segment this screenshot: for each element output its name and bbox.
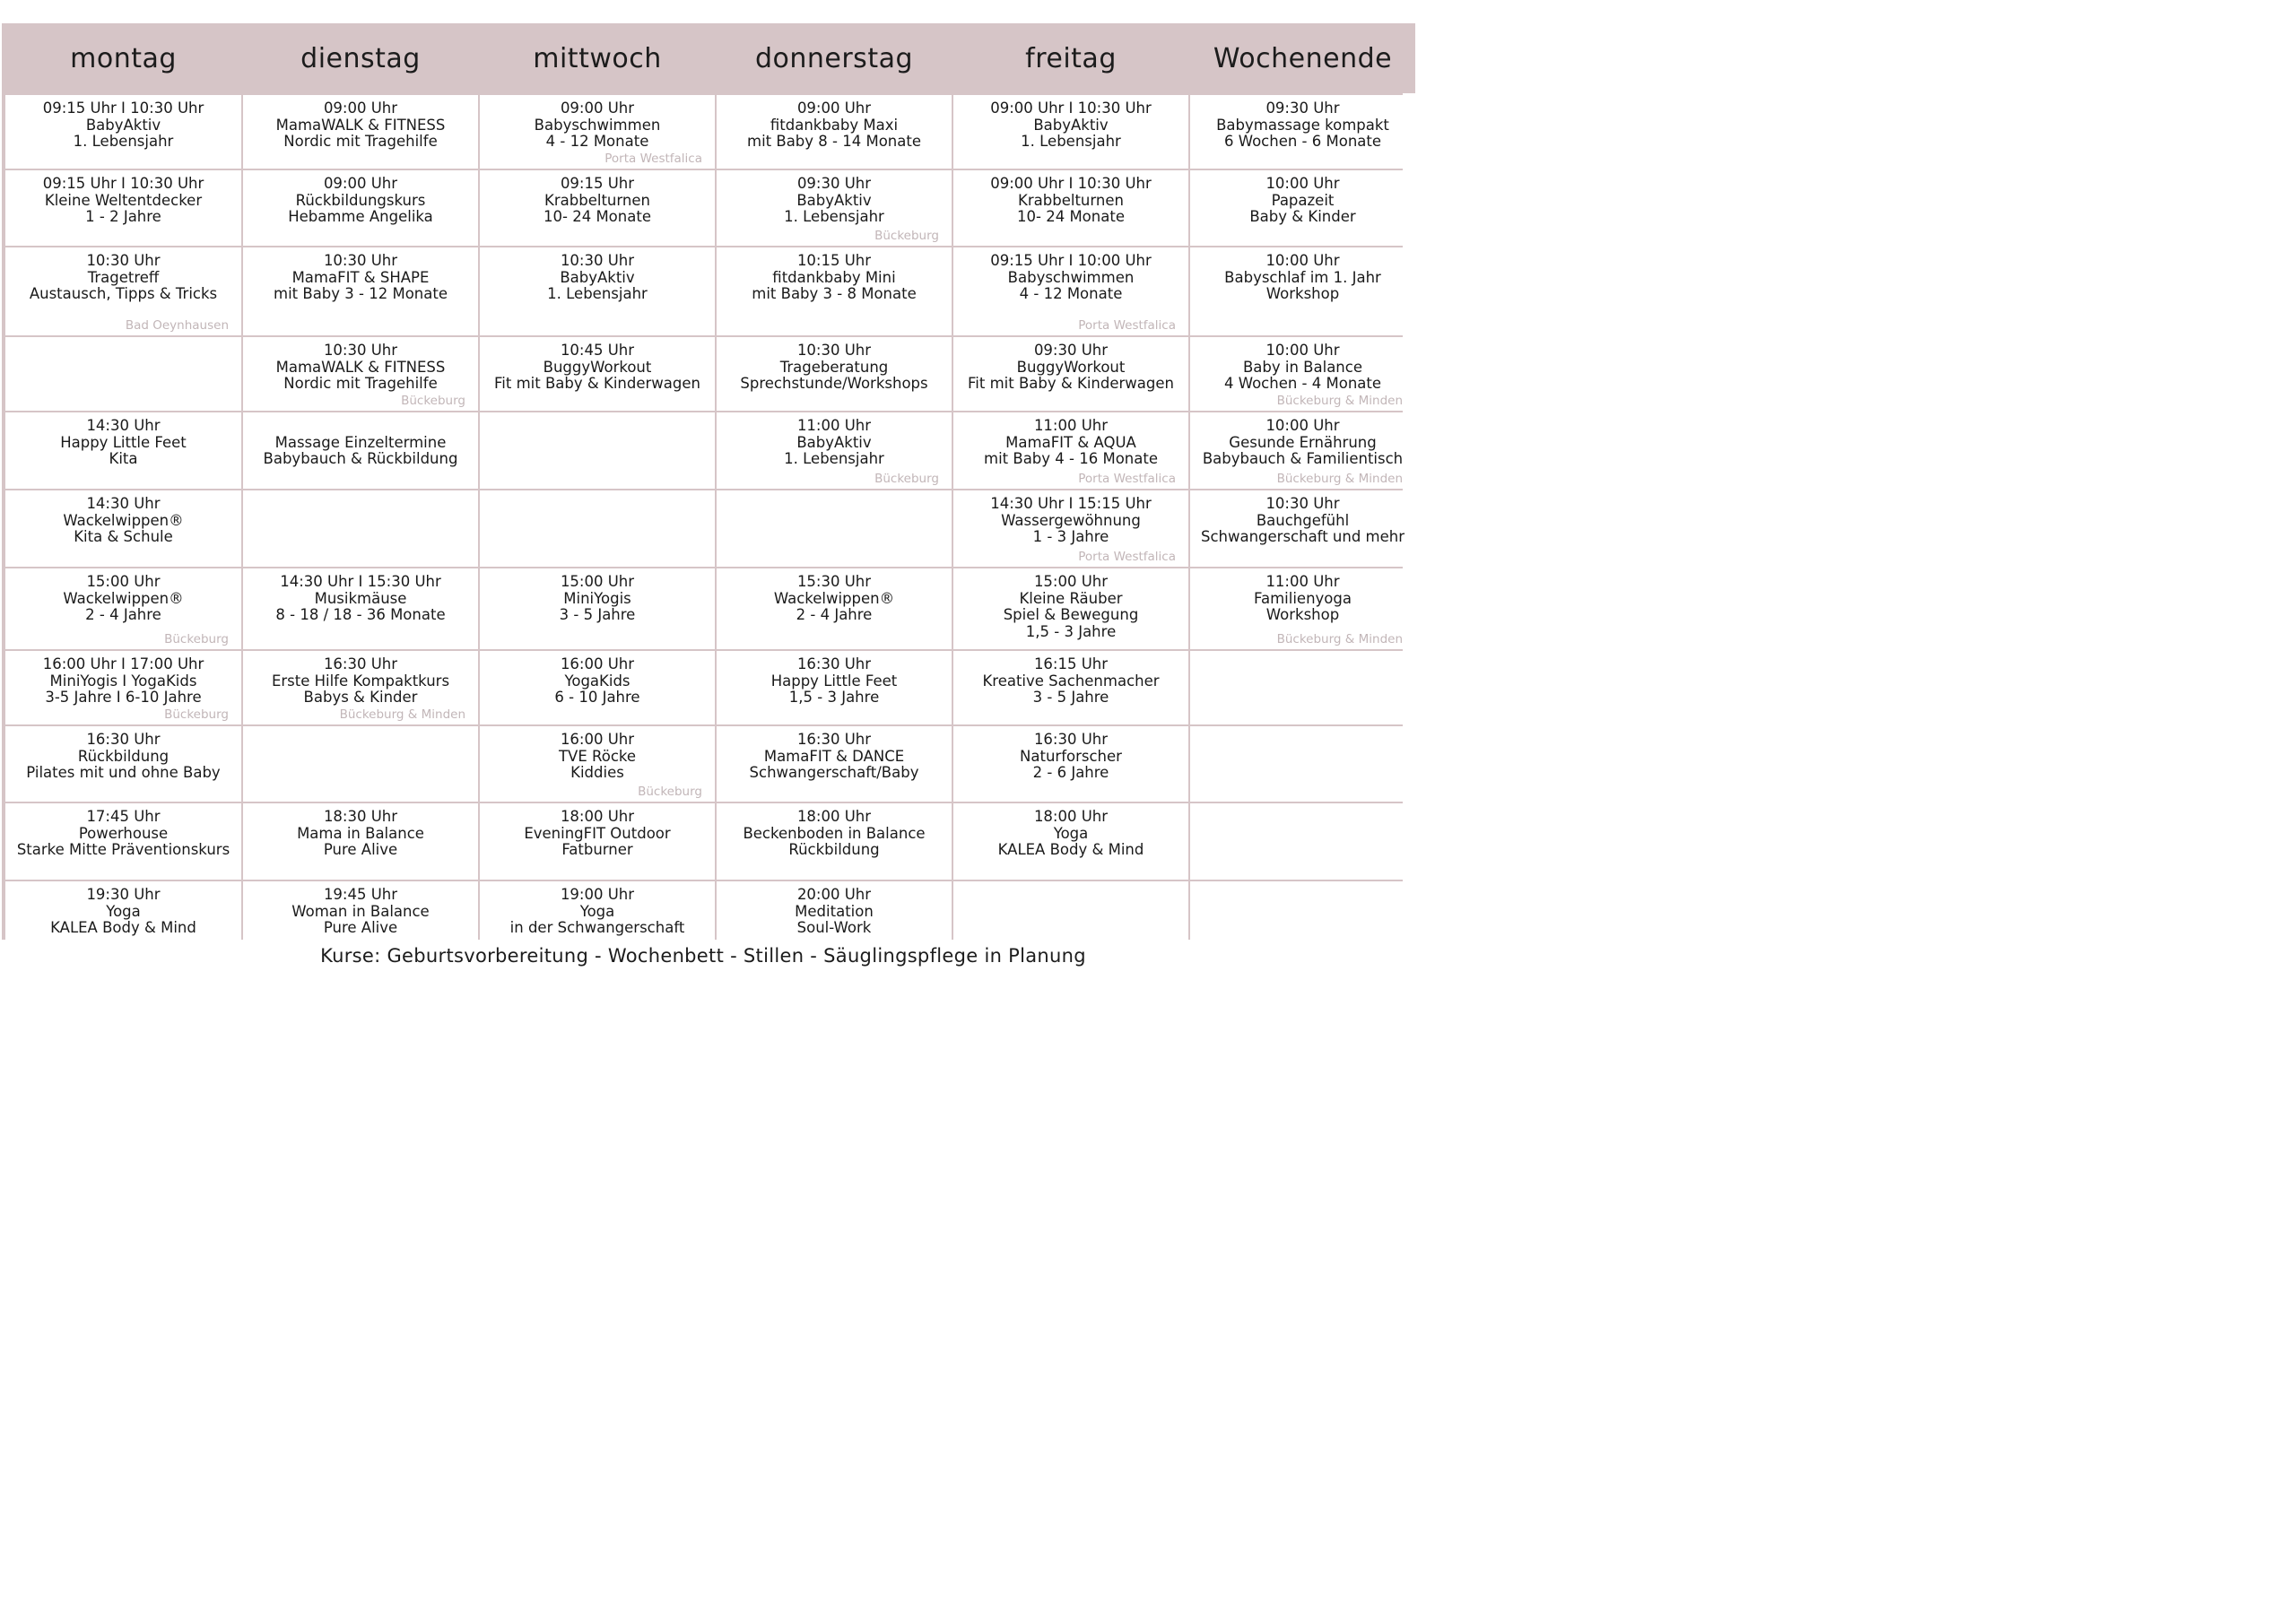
- course-line: MamaFIT & SHAPE: [291, 268, 430, 286]
- course-time: 16:30 Uhr: [1033, 731, 1109, 748]
- course-line: 4 - 12 Monate: [1019, 285, 1123, 303]
- course-line: KALEA Body & Mind: [997, 841, 1144, 859]
- course-time: 19:30 Uhr: [86, 886, 161, 903]
- course-cell: [717, 568, 952, 649]
- course-line: mit Baby 8 - 14 Monate: [747, 133, 921, 151]
- course-cell: [480, 726, 715, 802]
- course-line: 4 Wochen - 4 Monate: [1223, 375, 1382, 393]
- course-line: mit Baby 3 - 8 Monate: [752, 285, 917, 303]
- course-cell: [243, 651, 478, 724]
- course-line: Baby in Balance: [1242, 358, 1362, 376]
- course-line: Naturforscher: [1020, 747, 1122, 765]
- course-time: 17:45 Uhr: [86, 808, 161, 825]
- course-time: 15:00 Uhr: [1033, 573, 1109, 590]
- course-time: 10:15 Uhr: [796, 252, 872, 269]
- course-time: 09:00 Uhr I 10:30 Uhr: [990, 175, 1152, 192]
- course-cell: [717, 95, 952, 169]
- course-time: 11:00 Uhr: [1265, 573, 1340, 590]
- schedule-grid: [2, 23, 1403, 940]
- course-line: MamaWALK & FITNESS: [275, 116, 446, 134]
- course-cell: [717, 412, 952, 489]
- course-line: Woman in Balance: [291, 902, 430, 920]
- course-line: Tragetreff: [87, 268, 160, 286]
- course-cell: [717, 247, 952, 335]
- location-label: Bückeburg: [638, 785, 702, 800]
- course-time: 10:30 Uhr: [1265, 495, 1340, 512]
- course-line: Austausch, Tipps & Tricks: [29, 285, 218, 303]
- location-label: Porta Westfalica: [1078, 472, 1176, 487]
- course-line: fitdankbaby Mini: [772, 268, 896, 286]
- course-line: BabyAktiv: [796, 433, 872, 451]
- course-time: 20:00 Uhr: [796, 886, 872, 903]
- course-cell: [480, 337, 715, 411]
- course-time: 09:30 Uhr: [1265, 100, 1340, 117]
- course-line: Pure Alive: [323, 841, 398, 859]
- course-line: Bauchgefühl: [1256, 511, 1350, 529]
- course-time: 09:00 Uhr: [323, 100, 398, 117]
- course-line: MiniYogis I YogaKids: [49, 672, 197, 690]
- course-time: 15:00 Uhr: [86, 573, 161, 590]
- course-cell: [1190, 337, 1415, 411]
- course-line: 3 - 5 Jahre: [559, 606, 636, 624]
- course-time: 16:00 Uhr I 17:00 Uhr: [42, 655, 204, 672]
- course-time: 10:30 Uhr: [796, 342, 872, 359]
- course-line: Rückbildung: [788, 841, 880, 859]
- course-line: in der Schwangerschaft: [509, 919, 685, 937]
- course-line: BabyAktiv: [85, 116, 161, 134]
- course-line: 8 - 18 / 18 - 36 Monate: [275, 606, 446, 624]
- course-cell: [480, 170, 715, 246]
- course-line: BabyAktiv: [560, 268, 635, 286]
- course-cell: [953, 170, 1188, 246]
- course-cell: [5, 170, 241, 246]
- course-cell: [243, 337, 478, 411]
- course-time: 15:30 Uhr: [796, 573, 872, 590]
- course-line: fitdankbaby Maxi: [770, 116, 899, 134]
- course-time: 10:00 Uhr: [1265, 252, 1340, 269]
- course-cell: [953, 337, 1188, 411]
- course-time: 16:00 Uhr: [560, 655, 635, 672]
- course-line: Schwangerschaft/Baby: [749, 764, 919, 782]
- course-line: Hebamme Angelika: [288, 208, 433, 226]
- course-line: Happy Little Feet: [60, 433, 187, 451]
- course-time: 18:30 Uhr: [323, 808, 398, 825]
- course-cell: [717, 651, 952, 724]
- course-cell: [1190, 490, 1415, 567]
- course-line: Mama in Balance: [297, 824, 424, 842]
- course-cell: [953, 651, 1188, 724]
- course-line: Wackelwippen®: [63, 511, 184, 529]
- course-line: 1. Lebensjahr: [1021, 133, 1121, 151]
- day-header: montag: [5, 23, 241, 93]
- course-cell: [5, 412, 241, 489]
- empty-cell: [1190, 726, 1415, 802]
- course-line: MamaWALK & FITNESS: [275, 358, 446, 376]
- course-line: Kiddies: [570, 764, 624, 782]
- day-header: donnerstag: [717, 23, 952, 93]
- course-time: 16:00 Uhr: [560, 731, 635, 748]
- course-line: Musikmäuse: [314, 589, 407, 607]
- course-line: Trageberatung: [779, 358, 889, 376]
- course-line: Nordic mit Tragehilfe: [283, 133, 438, 151]
- course-time: 10:30 Uhr: [323, 342, 398, 359]
- course-line: Babybauch & Familientisch: [1202, 450, 1404, 468]
- course-line: 1. Lebensjahr: [547, 285, 648, 303]
- course-time: 09:00 Uhr: [560, 100, 635, 117]
- course-line: Happy Little Feet: [770, 672, 898, 690]
- course-cell: [5, 95, 241, 169]
- course-line: Krabbelturnen: [544, 191, 650, 209]
- course-time: 16:30 Uhr: [323, 655, 398, 672]
- course-line: 10- 24 Monate: [1017, 208, 1125, 226]
- empty-cell: [480, 412, 715, 489]
- course-line: 1,5 - 3 Jahre: [788, 689, 880, 707]
- course-line: Yoga: [106, 902, 141, 920]
- course-line: 4 - 12 Monate: [545, 133, 649, 151]
- course-line: Babyschlaf im 1. Jahr: [1224, 268, 1381, 286]
- empty-cell: [480, 490, 715, 567]
- course-cell: [953, 803, 1188, 880]
- course-cell: [953, 726, 1188, 802]
- course-time: 14:30 Uhr: [86, 417, 161, 434]
- course-line: Pilates mit und ohne Baby: [26, 764, 221, 782]
- location-label: Porta Westfalica: [1078, 550, 1176, 565]
- empty-cell: [1190, 651, 1415, 724]
- location-label: Porta Westfalica: [604, 152, 702, 167]
- course-line: Soul-Work: [796, 919, 872, 937]
- course-time: 10:00 Uhr: [1265, 417, 1340, 434]
- course-cell: [243, 170, 478, 246]
- course-time: 11:00 Uhr: [1033, 417, 1109, 434]
- course-line: Massage Einzeltermine: [274, 433, 447, 451]
- course-cell: [243, 568, 478, 649]
- courses-footer: Kurse: Geburtsvorbereitung - Wochenbett - Stillen - Säuglingspflege in Planung: [320, 945, 1086, 967]
- course-line: 1. Lebensjahr: [784, 208, 884, 226]
- course-cell: [5, 490, 241, 567]
- course-cell: [953, 490, 1188, 567]
- course-line: Powerhouse: [78, 824, 169, 842]
- course-line: mit Baby 4 - 16 Monate: [984, 450, 1158, 468]
- course-line: 2 - 4 Jahre: [85, 606, 161, 624]
- course-cell: [480, 568, 715, 649]
- course-time: 10:30 Uhr: [86, 252, 161, 269]
- course-line: Babybauch & Rückbildung: [263, 450, 458, 468]
- course-line: Fit mit Baby & Kinderwagen: [494, 375, 700, 393]
- course-cell: [953, 568, 1188, 649]
- empty-cell: [1190, 803, 1415, 880]
- course-line: Pure Alive: [323, 919, 398, 937]
- empty-cell: [243, 490, 478, 567]
- course-time: 09:15 Uhr I 10:30 Uhr: [42, 175, 204, 192]
- course-time: 14:30 Uhr: [86, 495, 161, 512]
- course-time: 14:30 Uhr I 15:30 Uhr: [280, 573, 441, 590]
- course-line: MiniYogis: [563, 589, 631, 607]
- course-line: Krabbelturnen: [1018, 191, 1124, 209]
- course-cell: [953, 247, 1188, 335]
- course-line: BuggyWorkout: [543, 358, 652, 376]
- course-line: Yoga: [1053, 824, 1089, 842]
- day-header: mittwoch: [480, 23, 715, 93]
- course-time: [243, 418, 478, 435]
- course-cell: [717, 170, 952, 246]
- course-time: 09:00 Uhr: [323, 175, 398, 192]
- course-line: Baby & Kinder: [1249, 208, 1356, 226]
- course-line: Schwangerschaft und mehr: [1200, 528, 1405, 546]
- empty-cell: [953, 881, 1188, 954]
- course-line: Kleine Räuber: [1019, 589, 1123, 607]
- course-time: 16:30 Uhr: [796, 655, 872, 672]
- location-label: Bückeburg: [401, 394, 465, 409]
- course-line: Yoga: [579, 902, 615, 920]
- course-cell: [243, 95, 478, 169]
- course-line: 1 - 3 Jahre: [1032, 528, 1109, 546]
- course-line: Kreative Sachenmacher: [982, 672, 1160, 690]
- schedule-frame: [2, 23, 1403, 940]
- location-label: Bückeburg: [874, 229, 939, 244]
- course-cell: [953, 412, 1188, 489]
- day-header: freitag: [953, 23, 1188, 93]
- course-line: Workshop: [1265, 285, 1340, 303]
- course-line: MamaFIT & DANCE: [763, 747, 905, 765]
- course-line: KALEA Body & Mind: [50, 919, 196, 937]
- course-cell: [953, 95, 1188, 169]
- location-label: Bad Oeynhausen: [125, 318, 229, 334]
- course-cell: [5, 568, 241, 649]
- course-line: 1. Lebensjahr: [784, 450, 884, 468]
- course-line: Babyschwimmen: [1007, 268, 1135, 286]
- course-time: 18:00 Uhr: [796, 808, 872, 825]
- course-line: BabyAktiv: [796, 191, 872, 209]
- course-line: 1 - 2 Jahre: [85, 208, 161, 226]
- course-time: 10:45 Uhr: [560, 342, 635, 359]
- course-line: Nordic mit Tragehilfe: [283, 375, 438, 393]
- location-label: Bückeburg & Minden: [1276, 394, 1403, 409]
- course-time: 15:00 Uhr: [560, 573, 635, 590]
- course-line: 3-5 Jahre I 6-10 Jahre: [45, 689, 202, 707]
- course-line: 1,5 - 3 Jahre: [1025, 622, 1117, 640]
- course-line: Workshop: [1265, 606, 1340, 624]
- course-cell: [1190, 170, 1415, 246]
- course-line: BabyAktiv: [1033, 116, 1109, 134]
- day-header: dienstag: [243, 23, 478, 93]
- course-line: MamaFIT & AQUA: [1005, 433, 1136, 451]
- location-label: Bückeburg: [164, 707, 229, 723]
- course-line: Sprechstunde/Workshops: [740, 375, 928, 393]
- course-cell: [717, 337, 952, 411]
- location-label: Bückeburg: [874, 472, 939, 487]
- location-label: Bückeburg & Minden: [1276, 632, 1403, 647]
- course-time: 10:00 Uhr: [1265, 175, 1340, 192]
- course-line: Familienyoga: [1254, 589, 1352, 607]
- location-label: Bückeburg & Minden: [339, 707, 465, 723]
- course-time: 19:00 Uhr: [560, 886, 635, 903]
- course-time: 10:00 Uhr: [1265, 342, 1340, 359]
- course-line: Wackelwippen®: [773, 589, 895, 607]
- course-line: Wassergewöhnung: [1001, 511, 1141, 529]
- course-cell: [480, 651, 715, 724]
- course-time: 09:00 Uhr: [796, 100, 872, 117]
- course-line: EveningFIT Outdoor: [524, 824, 671, 842]
- course-cell: [243, 247, 478, 335]
- course-line: Kleine Weltentdecker: [44, 191, 203, 209]
- course-time: 10:30 Uhr: [323, 252, 398, 269]
- course-cell: [5, 247, 241, 335]
- course-line: 3 - 5 Jahre: [1032, 689, 1109, 707]
- course-line: 10- 24 Monate: [544, 208, 651, 226]
- course-cell: [480, 881, 715, 954]
- course-time: 18:00 Uhr: [1033, 808, 1109, 825]
- course-time: 09:30 Uhr: [796, 175, 872, 192]
- course-cell: [243, 803, 478, 880]
- course-cell: [5, 726, 241, 802]
- course-line: Beckenboden in Balance: [743, 824, 926, 842]
- course-cell: [1190, 568, 1415, 649]
- location-label: Porta Westfalica: [1078, 318, 1176, 334]
- course-line: Fatburner: [561, 841, 633, 859]
- course-time: 10:30 Uhr: [560, 252, 635, 269]
- course-time: 14:30 Uhr I 15:15 Uhr: [990, 495, 1152, 512]
- course-line: Rückbildungskurs: [295, 191, 426, 209]
- course-time: 09:00 Uhr I 10:30 Uhr: [990, 100, 1152, 117]
- course-time: 16:30 Uhr: [796, 731, 872, 748]
- course-line: 6 - 10 Jahre: [554, 689, 640, 707]
- course-time: 09:15 Uhr: [560, 175, 635, 192]
- course-line: Kita: [109, 450, 138, 468]
- course-cell: [1190, 247, 1415, 335]
- course-time: 19:45 Uhr: [323, 886, 398, 903]
- course-cell: [480, 95, 715, 169]
- course-line: Rückbildung: [77, 747, 170, 765]
- course-line: Erste Hilfe Kompaktkurs: [271, 672, 450, 690]
- course-line: Gesunde Ernährung: [1229, 433, 1377, 451]
- location-label: Bückeburg: [164, 632, 229, 647]
- course-line: Fit mit Baby & Kinderwagen: [968, 375, 1174, 393]
- empty-cell: [243, 726, 478, 802]
- course-cell: [5, 881, 241, 954]
- course-line: BuggyWorkout: [1016, 358, 1126, 376]
- empty-cell: [1190, 881, 1415, 954]
- course-cell: [1190, 95, 1415, 169]
- course-cell: [5, 803, 241, 880]
- course-line: 1. Lebensjahr: [73, 133, 174, 151]
- course-time: 16:15 Uhr: [1033, 655, 1109, 672]
- course-cell: [1190, 412, 1415, 489]
- course-line: Papazeit: [1271, 191, 1335, 209]
- course-line: Spiel & Bewegung: [1003, 606, 1139, 624]
- course-cell: [243, 412, 478, 489]
- course-cell: [5, 651, 241, 724]
- course-cell: [243, 881, 478, 954]
- course-line: YogaKids: [564, 672, 631, 690]
- course-time: 11:00 Uhr: [796, 417, 872, 434]
- course-cell: [480, 247, 715, 335]
- course-cell: [480, 803, 715, 880]
- course-time: 16:30 Uhr: [86, 731, 161, 748]
- course-line: Starke Mitte Präventionskurs: [16, 841, 230, 859]
- course-time: 18:00 Uhr: [560, 808, 635, 825]
- course-line: TVE Röcke: [558, 747, 637, 765]
- location-label: Bückeburg & Minden: [1276, 472, 1403, 487]
- course-line: mit Baby 3 - 12 Monate: [274, 285, 448, 303]
- course-cell: [717, 881, 952, 954]
- course-line: 6 Wochen - 6 Monate: [1223, 133, 1382, 151]
- course-line: Babyschwimmen: [534, 116, 661, 134]
- course-cell: [717, 726, 952, 802]
- course-time: 09:30 Uhr: [1033, 342, 1109, 359]
- course-line: Babymassage kompakt: [1216, 116, 1389, 134]
- course-time: 09:15 Uhr I 10:30 Uhr: [42, 100, 204, 117]
- course-line: Babys & Kinder: [303, 689, 418, 707]
- empty-cell: [717, 490, 952, 567]
- course-cell: [717, 803, 952, 880]
- course-time: 09:15 Uhr I 10:00 Uhr: [990, 252, 1152, 269]
- course-line: 2 - 4 Jahre: [796, 606, 873, 624]
- course-line: Meditation: [795, 902, 874, 920]
- course-line: Wackelwippen®: [63, 589, 184, 607]
- course-line: 2 - 6 Jahre: [1032, 764, 1109, 782]
- day-header: Wochenende: [1190, 23, 1415, 93]
- course-line: Kita & Schule: [74, 528, 173, 546]
- empty-cell: [5, 337, 241, 411]
